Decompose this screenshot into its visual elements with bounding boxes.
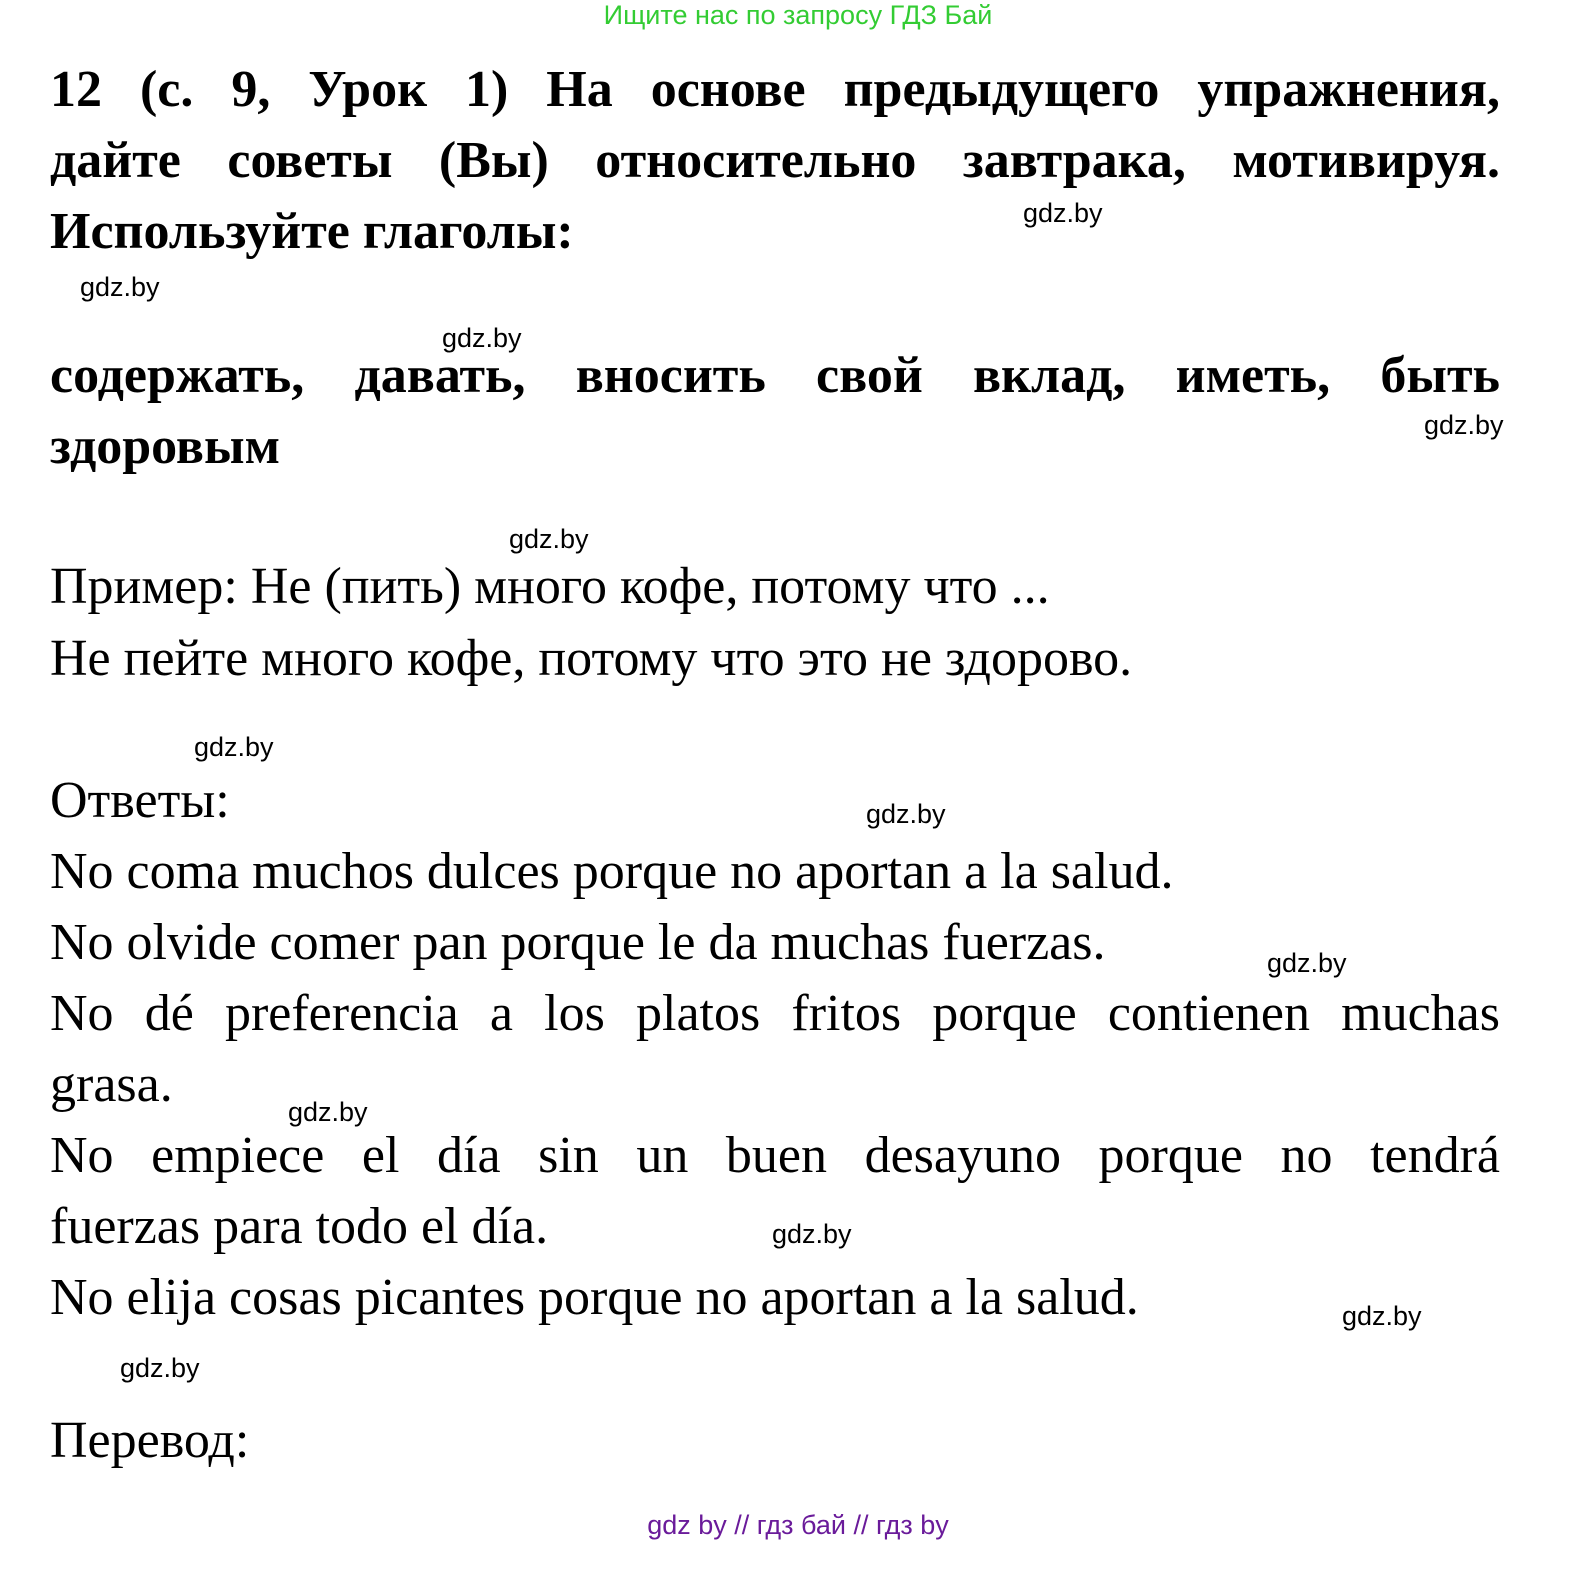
translation-heading: Перевод: <box>50 1412 250 1469</box>
watermark: gdz.by <box>509 524 589 554</box>
answer-line-2: No olvide comer pan porque le da muchas fuerzas. <box>50 914 1106 971</box>
verbs-line-2: здоровым <box>50 418 280 475</box>
watermark: gdz.by <box>772 1219 852 1249</box>
watermark: gdz.by <box>120 1353 200 1383</box>
task-line-2: дайте советы (Вы) относительно завтрака, мотивируя. <box>50 132 1500 189</box>
watermark: gdz.by <box>442 323 522 353</box>
watermark: gdz.by <box>1267 948 1347 978</box>
watermark: gdz.by <box>80 272 160 302</box>
example-line-2: Не пейте много кофе, потому что это не здорово. <box>50 630 1133 687</box>
answer-line-5: No empiece el día sin un buen desayuno porque no tendrá <box>50 1127 1500 1184</box>
watermark: gdz.by <box>1342 1301 1422 1331</box>
task-line-1: 12 (с. 9, Урок 1) На основе предыдущего упражнения, <box>50 61 1500 118</box>
verbs-line-1: содержать, давать, вносить свой вклад, иметь, быть <box>50 347 1500 404</box>
answers-heading: Ответы: <box>50 772 230 829</box>
task-line-3: Используйте глаголы: <box>50 203 574 260</box>
footer: gdz by // гдз бай // гдз by <box>647 1510 949 1540</box>
example-line-1: Пример: Не (пить) много кофе, потому что ... <box>50 558 1050 615</box>
answer-line-7: No elija cosas picantes porque no aportan a la salud. <box>50 1269 1139 1326</box>
watermark: gdz.by <box>1424 410 1504 440</box>
answer-line-6: fuerzas para todo el día. <box>50 1198 549 1255</box>
answer-line-4: grasa. <box>50 1056 173 1113</box>
watermark: gdz.by <box>194 732 274 762</box>
answer-line-1: No coma muchos dulces porque no aportan a la salud. <box>50 843 1174 900</box>
top-banner: Ищите нас по запросу ГДЗ Бай <box>603 0 993 30</box>
answer-line-3: No dé preferencia a los platos fritos porque contienen muchas <box>50 985 1500 1042</box>
watermark: gdz.by <box>288 1097 368 1127</box>
watermark: gdz.by <box>1023 198 1103 228</box>
watermark: gdz.by <box>866 799 946 829</box>
